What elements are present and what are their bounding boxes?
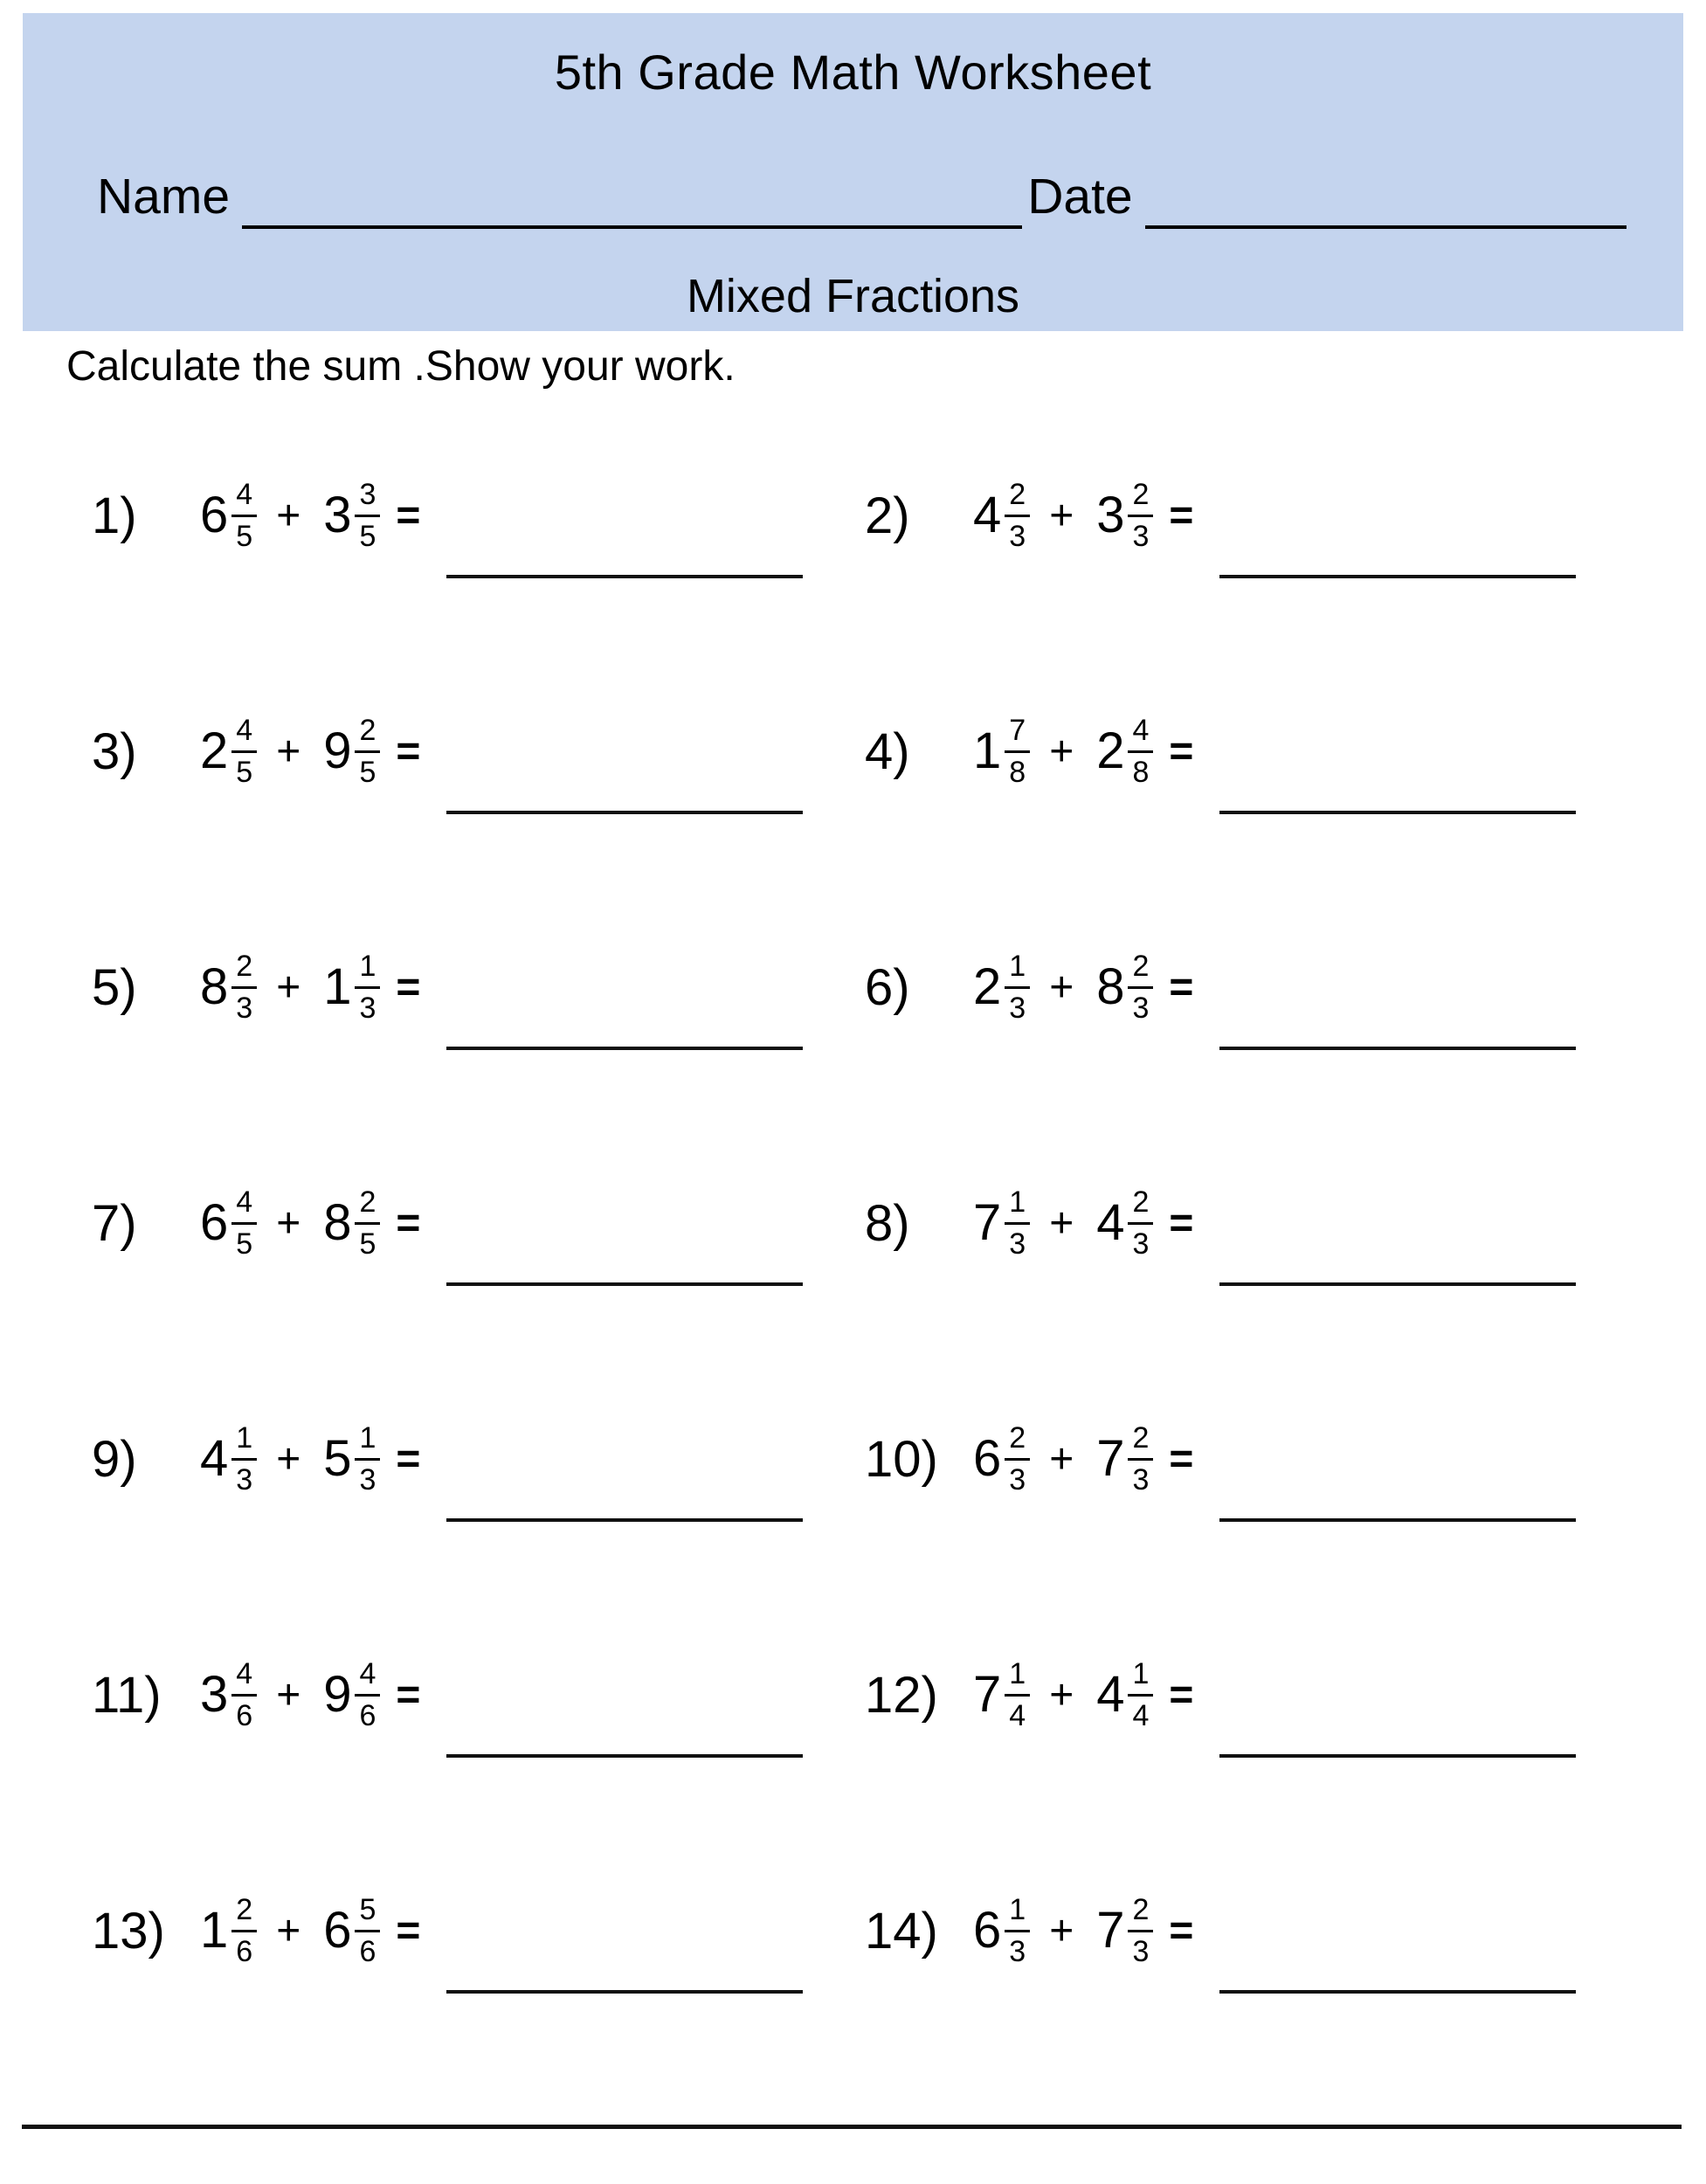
first-mixed-number xyxy=(973,1185,1030,1260)
first-mixed-number xyxy=(200,950,257,1024)
whole-number: 6 xyxy=(200,1194,229,1251)
fraction xyxy=(1128,478,1153,552)
first-mixed-number xyxy=(973,1657,1030,1731)
first-mixed-number xyxy=(200,478,257,552)
fraction xyxy=(1005,1657,1030,1731)
equals-sign: = xyxy=(396,1907,421,1954)
fraction xyxy=(231,1893,257,1967)
whole-number: 1 xyxy=(973,722,1002,779)
problem-number: 4) xyxy=(865,722,910,780)
problem-row xyxy=(92,1341,865,1577)
numerator: 1 xyxy=(1128,1657,1153,1696)
numerator: 2 xyxy=(1005,1421,1030,1460)
equals-sign: = xyxy=(1169,492,1194,539)
whole-number: 4 xyxy=(1096,1666,1125,1723)
date-label: Date xyxy=(1027,169,1133,225)
numerator: 2 xyxy=(1128,1185,1153,1224)
answer-blank-line[interactable] xyxy=(446,1047,803,1050)
numerator: 1 xyxy=(231,1421,257,1460)
numerator: 1 xyxy=(1005,950,1030,988)
name-label: Name xyxy=(97,169,231,225)
fraction xyxy=(1128,1421,1153,1496)
answer-blank-line[interactable] xyxy=(446,575,803,578)
denominator: 8 xyxy=(1009,755,1026,789)
denominator: 3 xyxy=(1009,1227,1026,1261)
equals-sign: = xyxy=(1169,1907,1194,1954)
worksheet-subtitle: Mixed Fractions xyxy=(686,270,1020,322)
denominator: 3 xyxy=(1009,1462,1026,1496)
plus-operator: + xyxy=(1049,964,1074,1011)
problem-row xyxy=(865,1341,1680,1577)
numerator: 4 xyxy=(231,478,257,516)
problem-row xyxy=(92,1105,865,1341)
first-mixed-number xyxy=(973,714,1030,788)
denominator: 3 xyxy=(236,991,253,1025)
denominator: 4 xyxy=(1009,1698,1026,1732)
denominator: 3 xyxy=(1132,519,1150,553)
problem-row xyxy=(92,397,865,633)
whole-number: 7 xyxy=(973,1666,1002,1723)
fraction xyxy=(1005,950,1030,1024)
second-mixed-number xyxy=(323,478,380,552)
problem-number: 9) xyxy=(92,1430,137,1488)
denominator: 8 xyxy=(1132,755,1150,789)
second-mixed-number xyxy=(1096,1185,1153,1260)
whole-number: 1 xyxy=(323,958,352,1015)
fraction xyxy=(355,1185,380,1260)
second-mixed-number xyxy=(323,1893,380,1967)
fraction xyxy=(355,714,380,788)
problem-number: 7) xyxy=(92,1194,137,1252)
answer-blank-line[interactable] xyxy=(446,811,803,814)
fraction xyxy=(1005,714,1030,788)
whole-number: 3 xyxy=(323,487,352,543)
first-mixed-number xyxy=(200,1893,257,1967)
denominator: 3 xyxy=(359,991,376,1025)
numerator: 4 xyxy=(355,1657,380,1696)
problem-row xyxy=(865,633,1680,869)
fraction xyxy=(355,1657,380,1731)
numerator: 2 xyxy=(1128,478,1153,516)
name-date-row xyxy=(97,169,1627,225)
numerator: 2 xyxy=(231,1893,257,1932)
problems-grid xyxy=(0,397,1706,2049)
whole-number: 3 xyxy=(200,1666,229,1723)
numerator: 2 xyxy=(1128,950,1153,988)
whole-number: 9 xyxy=(323,722,352,779)
first-mixed-number xyxy=(200,1421,257,1496)
fraction xyxy=(231,1657,257,1731)
denominator: 3 xyxy=(1132,1227,1150,1261)
whole-number: 8 xyxy=(323,1194,352,1251)
numerator: 1 xyxy=(355,1421,380,1460)
fraction xyxy=(1005,1893,1030,1967)
problem-number: 1) xyxy=(92,487,137,544)
whole-number: 1 xyxy=(200,1902,229,1959)
fraction xyxy=(1128,1657,1153,1731)
first-mixed-number xyxy=(973,950,1030,1024)
numerator: 4 xyxy=(231,1185,257,1224)
answer-blank-line[interactable] xyxy=(1219,1282,1576,1286)
fraction xyxy=(1128,714,1153,788)
name-blank-line[interactable] xyxy=(242,225,1022,229)
denominator: 3 xyxy=(1009,1934,1026,1968)
first-mixed-number xyxy=(973,1893,1030,1967)
numerator: 1 xyxy=(1005,1657,1030,1696)
whole-number: 5 xyxy=(323,1430,352,1487)
plus-operator: + xyxy=(276,492,301,539)
answer-blank-line[interactable] xyxy=(446,1990,803,1994)
second-mixed-number xyxy=(1096,714,1153,788)
answer-blank-line[interactable] xyxy=(446,1282,803,1286)
denominator: 3 xyxy=(1132,991,1150,1025)
whole-number: 2 xyxy=(1096,722,1125,779)
equals-sign: = xyxy=(1169,1671,1194,1718)
whole-number: 3 xyxy=(1096,487,1125,543)
denominator: 3 xyxy=(1132,1462,1150,1496)
plus-operator: + xyxy=(276,1435,301,1482)
denominator: 6 xyxy=(236,1698,253,1732)
equals-sign: = xyxy=(396,1199,421,1247)
problem-row xyxy=(865,1577,1680,1813)
denominator: 5 xyxy=(236,1227,253,1261)
equals-sign: = xyxy=(396,1671,421,1718)
numerator: 4 xyxy=(1128,714,1153,752)
whole-number: 6 xyxy=(973,1430,1002,1487)
problem-row xyxy=(865,397,1680,633)
denominator: 3 xyxy=(236,1462,253,1496)
equals-sign: = xyxy=(396,492,421,539)
whole-number: 7 xyxy=(973,1194,1002,1251)
fraction xyxy=(355,1421,380,1496)
numerator: 1 xyxy=(355,950,380,988)
problem-number: 14) xyxy=(865,1902,938,1959)
plus-operator: + xyxy=(276,964,301,1011)
problem-number: 12) xyxy=(865,1666,938,1724)
fraction xyxy=(1005,478,1030,552)
whole-number: 4 xyxy=(973,487,1002,543)
first-mixed-number xyxy=(200,1657,257,1731)
numerator: 2 xyxy=(231,950,257,988)
problem-number: 3) xyxy=(92,722,137,780)
numerator: 5 xyxy=(355,1893,380,1932)
problem-row xyxy=(865,1105,1680,1341)
plus-operator: + xyxy=(1049,1671,1074,1718)
fraction xyxy=(1005,1185,1030,1260)
numerator: 1 xyxy=(1005,1893,1030,1932)
denominator: 5 xyxy=(236,519,253,553)
problem-number: 13) xyxy=(92,1902,165,1959)
denominator: 5 xyxy=(236,755,253,789)
whole-number: 7 xyxy=(1096,1430,1125,1487)
problem-number: 6) xyxy=(865,958,910,1016)
fraction xyxy=(231,950,257,1024)
equals-sign: = xyxy=(1169,1435,1194,1482)
second-mixed-number xyxy=(1096,1657,1153,1731)
whole-number: 6 xyxy=(973,1902,1002,1959)
whole-number: 9 xyxy=(323,1666,352,1723)
first-mixed-number xyxy=(973,1421,1030,1496)
whole-number: 8 xyxy=(200,958,229,1015)
numerator: 1 xyxy=(1005,1185,1030,1224)
denominator: 5 xyxy=(359,1227,376,1261)
plus-operator: + xyxy=(1049,1199,1074,1247)
first-mixed-number xyxy=(200,1185,257,1260)
whole-number: 2 xyxy=(973,958,1002,1015)
plus-operator: + xyxy=(276,1671,301,1718)
plus-operator: + xyxy=(1049,1907,1074,1954)
numerator: 4 xyxy=(231,714,257,752)
fraction xyxy=(1128,1893,1153,1967)
equals-sign: = xyxy=(396,728,421,775)
answer-blank-line[interactable] xyxy=(1219,811,1576,814)
second-mixed-number xyxy=(323,1657,380,1731)
second-mixed-number xyxy=(1096,1893,1153,1967)
numerator: 3 xyxy=(355,478,380,516)
answer-blank-line[interactable] xyxy=(1219,1754,1576,1758)
numerator: 2 xyxy=(1005,478,1030,516)
fraction xyxy=(231,1185,257,1260)
second-mixed-number xyxy=(323,1185,380,1260)
whole-number: 7 xyxy=(1096,1902,1125,1959)
date-blank-line[interactable] xyxy=(1145,225,1627,229)
equals-sign: = xyxy=(1169,728,1194,775)
answer-blank-line[interactable] xyxy=(1219,1518,1576,1522)
whole-number: 8 xyxy=(1096,958,1125,1015)
second-mixed-number xyxy=(323,1421,380,1496)
denominator: 3 xyxy=(1132,1934,1150,1968)
problem-row xyxy=(865,1813,1680,2049)
numerator: 7 xyxy=(1005,714,1030,752)
instruction-text: Calculate the sum .Show your work. xyxy=(66,343,736,390)
second-mixed-number xyxy=(1096,478,1153,552)
plus-operator: + xyxy=(276,728,301,775)
second-mixed-number xyxy=(1096,950,1153,1024)
fraction xyxy=(231,714,257,788)
first-mixed-number xyxy=(200,714,257,788)
denominator: 5 xyxy=(359,755,376,789)
equals-sign: = xyxy=(1169,964,1194,1011)
numerator: 2 xyxy=(1128,1421,1153,1460)
denominator: 6 xyxy=(359,1934,376,1968)
answer-blank-line[interactable] xyxy=(1219,1990,1576,1994)
problem-row xyxy=(92,633,865,869)
first-mixed-number xyxy=(973,478,1030,552)
problem-number: 5) xyxy=(92,958,137,1016)
problem-number: 2) xyxy=(865,487,910,544)
denominator: 3 xyxy=(1009,519,1026,553)
worksheet-header xyxy=(23,13,1683,331)
numerator: 2 xyxy=(355,1185,380,1224)
problem-number: 8) xyxy=(865,1194,910,1252)
whole-number: 6 xyxy=(200,487,229,543)
plus-operator: + xyxy=(1049,492,1074,539)
problem-number: 11) xyxy=(92,1666,162,1724)
second-mixed-number xyxy=(323,950,380,1024)
answer-blank-line[interactable] xyxy=(446,1518,803,1522)
equals-sign: = xyxy=(396,1435,421,1482)
whole-number: 6 xyxy=(323,1902,352,1959)
problem-row xyxy=(92,1813,865,2049)
answer-blank-line[interactable] xyxy=(1219,575,1576,578)
whole-number: 2 xyxy=(200,722,229,779)
footer-divider xyxy=(22,2125,1682,2129)
denominator: 6 xyxy=(236,1934,253,1968)
fraction xyxy=(355,1893,380,1967)
plus-operator: + xyxy=(1049,728,1074,775)
whole-number: 4 xyxy=(1096,1194,1125,1251)
denominator: 5 xyxy=(359,519,376,553)
problem-row xyxy=(92,869,865,1105)
fraction xyxy=(231,478,257,552)
denominator: 4 xyxy=(1132,1698,1150,1732)
worksheet-title: 5th Grade Math Worksheet xyxy=(554,45,1152,100)
equals-sign: = xyxy=(1169,1199,1194,1247)
plus-operator: + xyxy=(1049,1435,1074,1482)
fraction xyxy=(1128,1185,1153,1260)
problem-number: 10) xyxy=(865,1430,938,1488)
answer-blank-line[interactable] xyxy=(1219,1047,1576,1050)
fraction xyxy=(231,1421,257,1496)
problem-row xyxy=(865,869,1680,1105)
problem-row xyxy=(92,1577,865,1813)
denominator: 6 xyxy=(359,1698,376,1732)
fraction xyxy=(1005,1421,1030,1496)
whole-number: 4 xyxy=(200,1430,229,1487)
numerator: 2 xyxy=(1128,1893,1153,1932)
numerator: 4 xyxy=(231,1657,257,1696)
numerator: 2 xyxy=(355,714,380,752)
fraction xyxy=(355,950,380,1024)
second-mixed-number xyxy=(323,714,380,788)
plus-operator: + xyxy=(276,1199,301,1247)
fraction xyxy=(355,478,380,552)
answer-blank-line[interactable] xyxy=(446,1754,803,1758)
plus-operator: + xyxy=(276,1907,301,1954)
denominator: 3 xyxy=(1009,991,1026,1025)
fraction xyxy=(1128,950,1153,1024)
second-mixed-number xyxy=(1096,1421,1153,1496)
denominator: 3 xyxy=(359,1462,376,1496)
equals-sign: = xyxy=(396,964,421,1011)
